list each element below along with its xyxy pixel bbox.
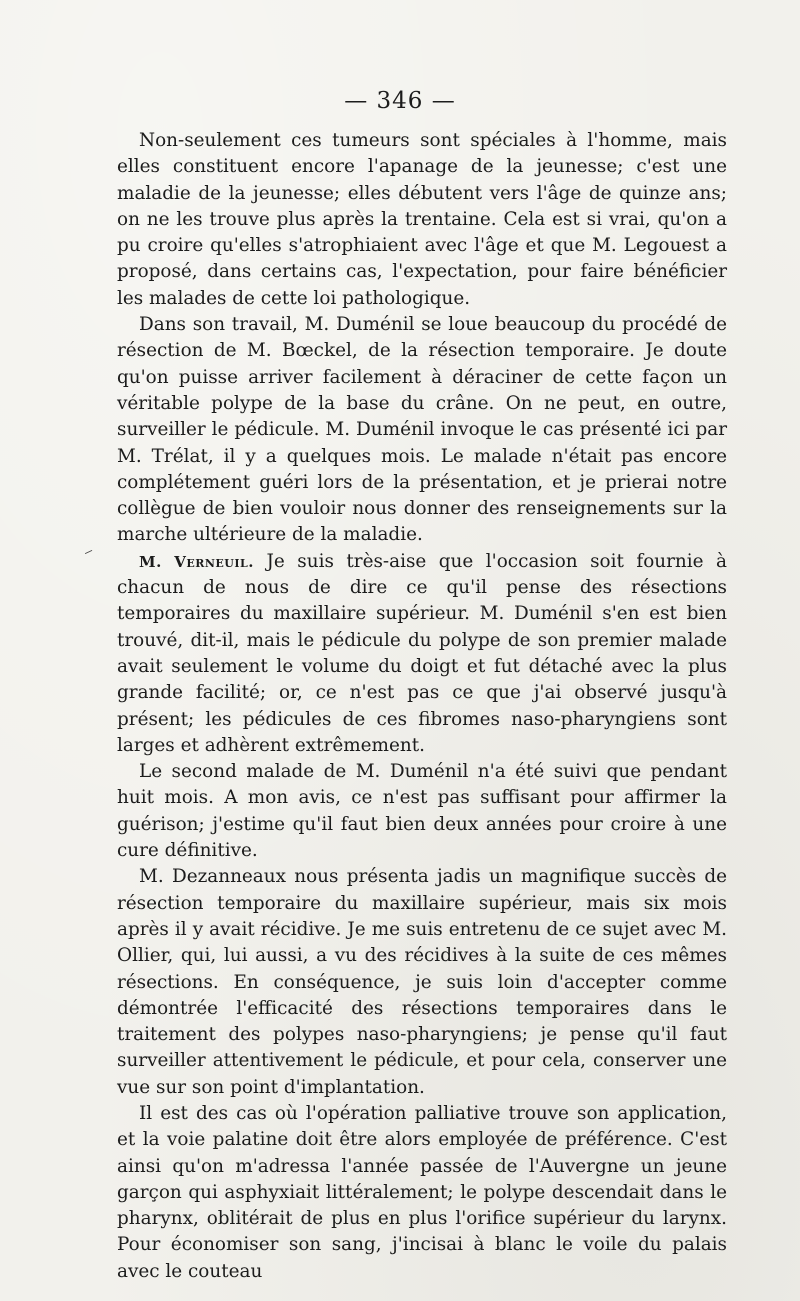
speaker-name: M. Verneuil. (139, 552, 255, 571)
paragraph-6: Il est des cas où l'opération palliative trouve son application, et la voie palatine doit être alors employée de préférence. C'est ainsi qu'on m'adressa l'année passée de l'Auvergne un jeune garçon qui asphyxiait littéralement; le polype descendait dans le pharynx, oblitérait de plus en plus l'orifice supérieur du larynx. Pour économiser son sang, j'incisai à blanc le voile du palais avec le couteau (117, 1102, 727, 1282)
paragraph-1: Non-seulement ces tumeurs sont spéciales à l'homme, mais elles constituent encore l'apanage de la jeunesse; c'est une maladie de la jeunesse; elles débutent vers l'âge de quinze ans; on ne les trouve plus après la trentaine. Cela est si vrai, qu'on a pu croire qu'elles s'atrophiaient avec l'âge et que M. Legouest a proposé, dans certains cas, l'expectation, pour faire bénéficier les malades de cette loi pathologique. (117, 130, 727, 309)
paragraph-4: Le second malade de M. Duménil n'a été suivi que pendant huit mois. A mon avis, ce n'est pas suffisant pour affirmer la guérison; j'estime qu'il faut bien deux années pour croire à une cure définitive. (117, 761, 727, 862)
margin-pencil-mark: ⸝ (82, 538, 97, 559)
paragraph-5: M. Dezanneaux nous présenta jadis un magnifique succès de résection temporaire du maxillaire supérieur, mais six mois après il y avait récidive. Je me suis entretenu de ce sujet avec M. Ollier, qui, lui aussi, a vu des récidives à la suite de ces mêmes résections. En conséquence, je suis loin d'accepter comme démontrée l'efficacité des résections temporaires dans le traitement des polypes naso-pharyngiens; je pense qu'il faut surveiller attentivement le pédicule, et pour cela, conserver une vue sur son point d'implantation. (117, 866, 727, 1098)
paragraph-2: Dans son travail, M. Duménil se loue beaucoup du procédé de résection de M. Bœckel, de la résection temporaire. Je doute qu'on puisse arriver facilement à déraciner de cette façon un véritable polype de la base du crâne. On ne peut, en outre, surveiller le pédicule. M. Duménil invoque le cas présenté ici par M. Trélat, il y a quelques mois. Le malade n'était pas encore complétement guéri lors de la présentation, et je prierai notre collègue de bien vouloir nous donner des renseignements sur la marche ultérieure de la maladie. (117, 314, 727, 546)
paragraph-3 (117, 549, 727, 759)
paragraph-3-text: Je suis très-aise que l'occasion soit fournie à chacun de nous de dire ce qu'il pense des résections temporaires du maxillaire supérieur. M. Duménil s'en est bien trouvé, dit-il, mais le pédicule du polype de son premier malade avait seulement le volume du doigt et fut détaché avec la plus grande facilité; or, ce n'est pas ce que j'ai observé jusqu'à présent; les pédicules de ces fibromes naso-pharyngiens sont larges et adhèrent extrêmement. (117, 550, 727, 756)
body-text (117, 128, 727, 1285)
page-number: — 346 — (344, 88, 456, 114)
